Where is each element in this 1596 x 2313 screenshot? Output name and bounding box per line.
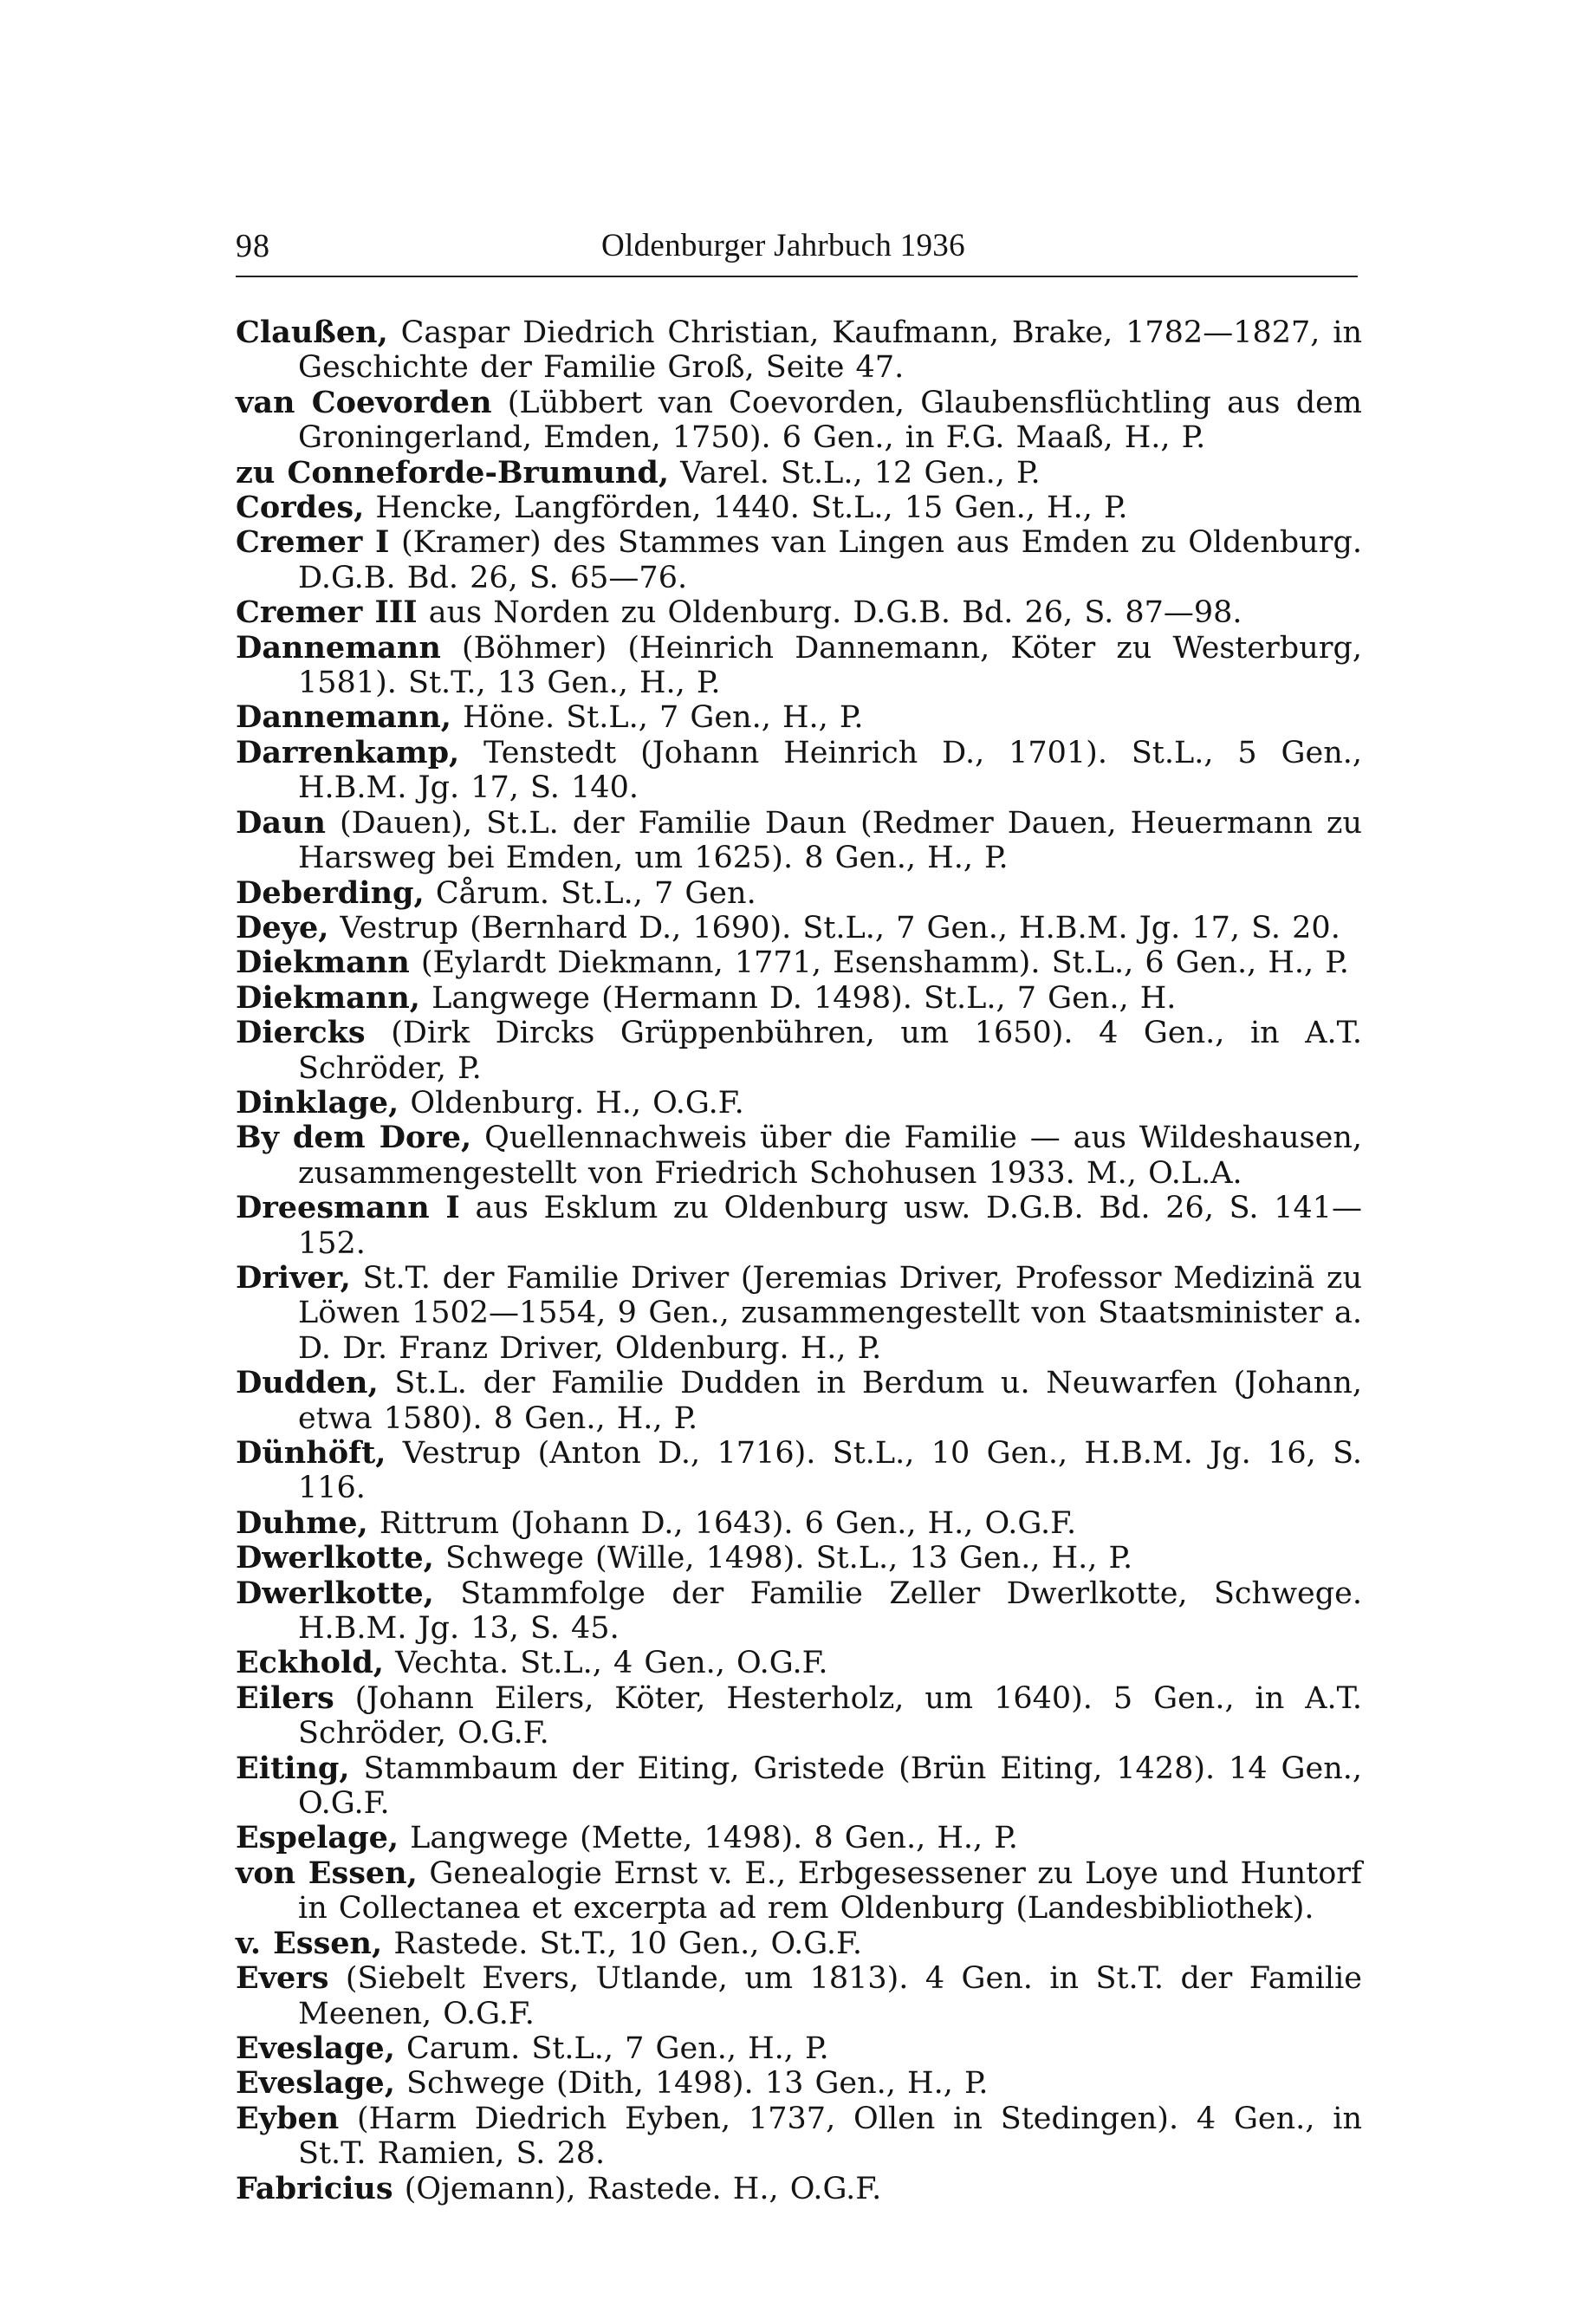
entry-description: Rastede. St.T., 10 Gen., O.G.F. [382,1926,863,1961]
register-entry [236,1436,1362,1506]
entry-family-name: Darrenkamp, [236,734,460,770]
register-entry [236,806,1362,876]
entry-family-name: v. Essen, [236,1925,383,1961]
register-entry [236,1576,1362,1647]
entry-family-name: Dannemann, [236,699,451,736]
entry-family-name: Fabricius [236,2170,393,2206]
page-header [236,224,1358,277]
register-entry [236,945,1362,980]
register-entry [236,1926,1362,1961]
entry-family-name: By dem Dore, [236,1120,472,1156]
entry-description: aus Norden zu Oldenburg. D.G.B. Bd. 26, S. 87—98. [417,595,1242,631]
register-entry [236,631,1362,701]
running-title: Oldenburger Jahrbuch 1936 [601,228,965,263]
entry-description: Vestrup (Bernhard D., 1690). St.L., 7 Gen., H.B.M. Jg. 17, S. 20. [328,910,1340,945]
entry-family-name: zu Conneforde-Brumund, [236,454,670,491]
entry-family-name: Eilers [236,1680,334,1716]
entry-description: (Eylardt Diekmann, 1771, Esenshamm). St.L., 6 Gen., H., P. [409,945,1349,981]
entry-family-name: Diekmann, [236,979,420,1016]
entry-family-name: Eveslage, [236,2065,395,2102]
register-entry [236,1261,1362,1366]
register-entry [236,876,1362,911]
register-entry [236,315,1362,386]
entry-description: (Kramer) des Stammes van Lingen aus Emden zu Oldenburg. D.G.B. Bd. 26, S. 65—76. [298,525,1362,595]
register-entry [236,1366,1362,1436]
entry-description: (Böhmer) (Heinrich Dannemann, Köter zu Westerburg, 1581). St.T., 13 Gen., H., P. [298,630,1362,701]
register-entry [236,595,1362,630]
register-entry [236,981,1362,1016]
entry-description: Rittrum (Johann D., 1643). 6 Gen., H., O.G.F. [367,1505,1077,1541]
entry-description: Langwege (Mette, 1498). 8 Gen., H., P. [399,1821,1018,1856]
entry-family-name: Cremer I [236,524,390,561]
register-entry [236,456,1362,491]
entry-description: (Dauen), St.L. der Familie Daun (Redmer Dauen, Heuermann zu Harsweg bei Emden, um 1625). 8 Gen., H., P. [298,805,1362,876]
register-entry [236,1681,1362,1751]
entry-family-name: Dünhöft, [236,1435,386,1471]
entry-description: (Johann Eilers, Köter, Hesterholz, um 1640). 5 Gen., in A.T. Schröder, O.G.F. [298,1680,1362,1751]
entry-description: Caspar Diedrich Christian, Kaufmann, Brake, 1782—1827, in Geschichte der Familie Groß, Seite 47. [298,315,1362,386]
entry-family-name: Daun [236,804,326,841]
entry-description: Carum. St.L., 7 Gen., H., P. [394,2030,829,2066]
entry-family-name: Deye, [236,909,329,945]
entry-family-name: Evers [236,1960,329,1997]
entry-description: Genealogie Ernst v. E., Erbgesessener zu Loye und Huntorf in Collectanea et excerpta ad rem Oldenburg (Landesbibliothek). [298,1855,1362,1926]
entry-family-name: Eveslage, [236,2030,395,2066]
register-entry [236,911,1362,945]
entry-family-name: Dreesmann I [236,1190,460,1226]
entry-description: St.T. der Familie Driver (Jeremias Driver, Professor Medizinä zu Löwen 1502—1554, 9 Gen., zusammengestellt von Staatsminister a. D. Dr. Franz Driver, Oldenburg. H., P. [298,1260,1362,1366]
entry-description: Vechta. St.L., 4 Gen., O.G.F. [383,1646,828,1681]
entry-description: (Siebelt Evers, Utlande, um 1813). 4 Gen. in St.T. der Familie Meenen, O.G.F. [298,1961,1362,2031]
entry-family-name: Claußen, [236,315,388,350]
entry-description: aus Esklum zu Oldenburg usw. D.G.B. Bd. 26, S. 141—152. [298,1191,1362,1261]
entry-family-name: Diekmann [236,945,410,981]
register-entry [236,2066,1362,2101]
entry-description: Quellennachweis über die Familie — aus Wildeshausen, zusammengestellt von Friedrich Schohusen 1933. M., O.L.A. [298,1121,1363,1191]
entry-family-name: Espelage, [236,1820,399,1856]
register-entry [236,1961,1362,2031]
entry-family-name: van Coevorden [236,384,492,420]
entry-family-name: Dudden, [236,1365,379,1401]
entry-family-name: Eiting, [236,1750,350,1786]
entry-description: Oldenburg. H., O.G.F. [399,1085,744,1121]
register-entry [236,386,1362,456]
entry-family-name: Cordes, [236,490,365,526]
entry-description: Schwege (Dith, 1498). 13 Gen., H., P. [394,2066,989,2102]
entry-family-name: Dwerlkotte, [236,1575,434,1611]
entry-description: Tenstedt (Johann Heinrich D., 1701). St.L., 5 Gen., H.B.M. Jg. 17, S. 140. [298,735,1362,806]
register-entry [236,1821,1362,1855]
register-entry [236,2102,1362,2172]
entry-description: (Harm Diedrich Eyben, 1737, Ollen in Stedingen). 4 Gen., in St.T. Ramien, S. 28. [298,2101,1362,2172]
entry-family-name: Duhme, [236,1504,368,1541]
entry-family-name: Diercks [236,1015,366,1051]
register-entry [236,1016,1362,1086]
entry-family-name: Eyben [236,2100,340,2136]
register-entry [236,700,1362,735]
register-entry [236,1751,1362,1822]
register-entry [236,1086,1362,1121]
entry-description: Höne. St.L., 7 Gen., H., P. [451,700,864,736]
register-entry [236,2031,1362,2066]
entry-description: Schwege (Wille, 1498). St.L., 13 Gen., H., P. [433,1541,1133,1576]
register-entry [236,736,1362,806]
register-entries [236,315,1362,2206]
entry-family-name: Dwerlkotte, [236,1540,434,1576]
register-entry [236,1646,1362,1680]
entry-description: Langwege (Hermann D. 1498). St.L., 7 Gen., H. [419,980,1177,1016]
register-entry [236,491,1362,525]
entry-description: (Lübbert van Coevorden, Glaubensflüchtling aus dem Groningerland, Emden, 1750). 6 Gen., in F.G. Maaß, H., P. [298,385,1362,456]
entry-family-name: Dinklage, [236,1084,399,1121]
entry-description: (Ojemann), Rastede. H., O.G.F. [393,2171,882,2206]
register-entry [236,525,1362,595]
entry-description: Stammfolge der Familie Zeller Dwerlkotte, Schwege. H.B.M. Jg. 13, S. 45. [298,1576,1362,1647]
entry-description: Stammbaum der Eiting, Gristede (Brün Eiting, 1428). 14 Gen., O.G.F. [298,1751,1362,1822]
entry-family-name: von Essen, [236,1855,418,1891]
entry-family-name: Eckhold, [236,1645,384,1681]
register-entry [236,2172,1362,2206]
entry-family-name: Driver, [236,1259,351,1296]
entry-description: St.L. der Familie Dudden in Berdum u. Neuwarfen (Johann, etwa 1580). 8 Gen., H., P. [298,1366,1362,1436]
entry-description: Varel. St.L., 12 Gen., P. [669,455,1041,491]
entry-description: Cårum. St.L., 7 Gen. [424,875,756,911]
register-entry [236,1506,1362,1541]
entry-description: Vestrup (Anton D., 1716). St.L., 10 Gen., H.B.M. Jg. 16, S. 116. [298,1436,1362,1506]
entry-family-name: Dannemann [236,629,441,666]
entry-family-name: Cremer III [236,594,418,631]
register-entry [236,1121,1362,1191]
register-entry [236,1541,1362,1576]
entry-description: (Dirk Dircks Grüppenbühren, um 1650). 4 Gen., in A.T. Schröder, P. [298,1016,1362,1086]
page-number: 98 [236,228,270,264]
entry-description: Hencke, Langförden, 1440. St.L., 15 Gen., H., P. [364,491,1128,526]
register-entry [236,1191,1362,1261]
entry-family-name: Deberding, [236,874,425,911]
register-entry [236,1856,1362,1926]
